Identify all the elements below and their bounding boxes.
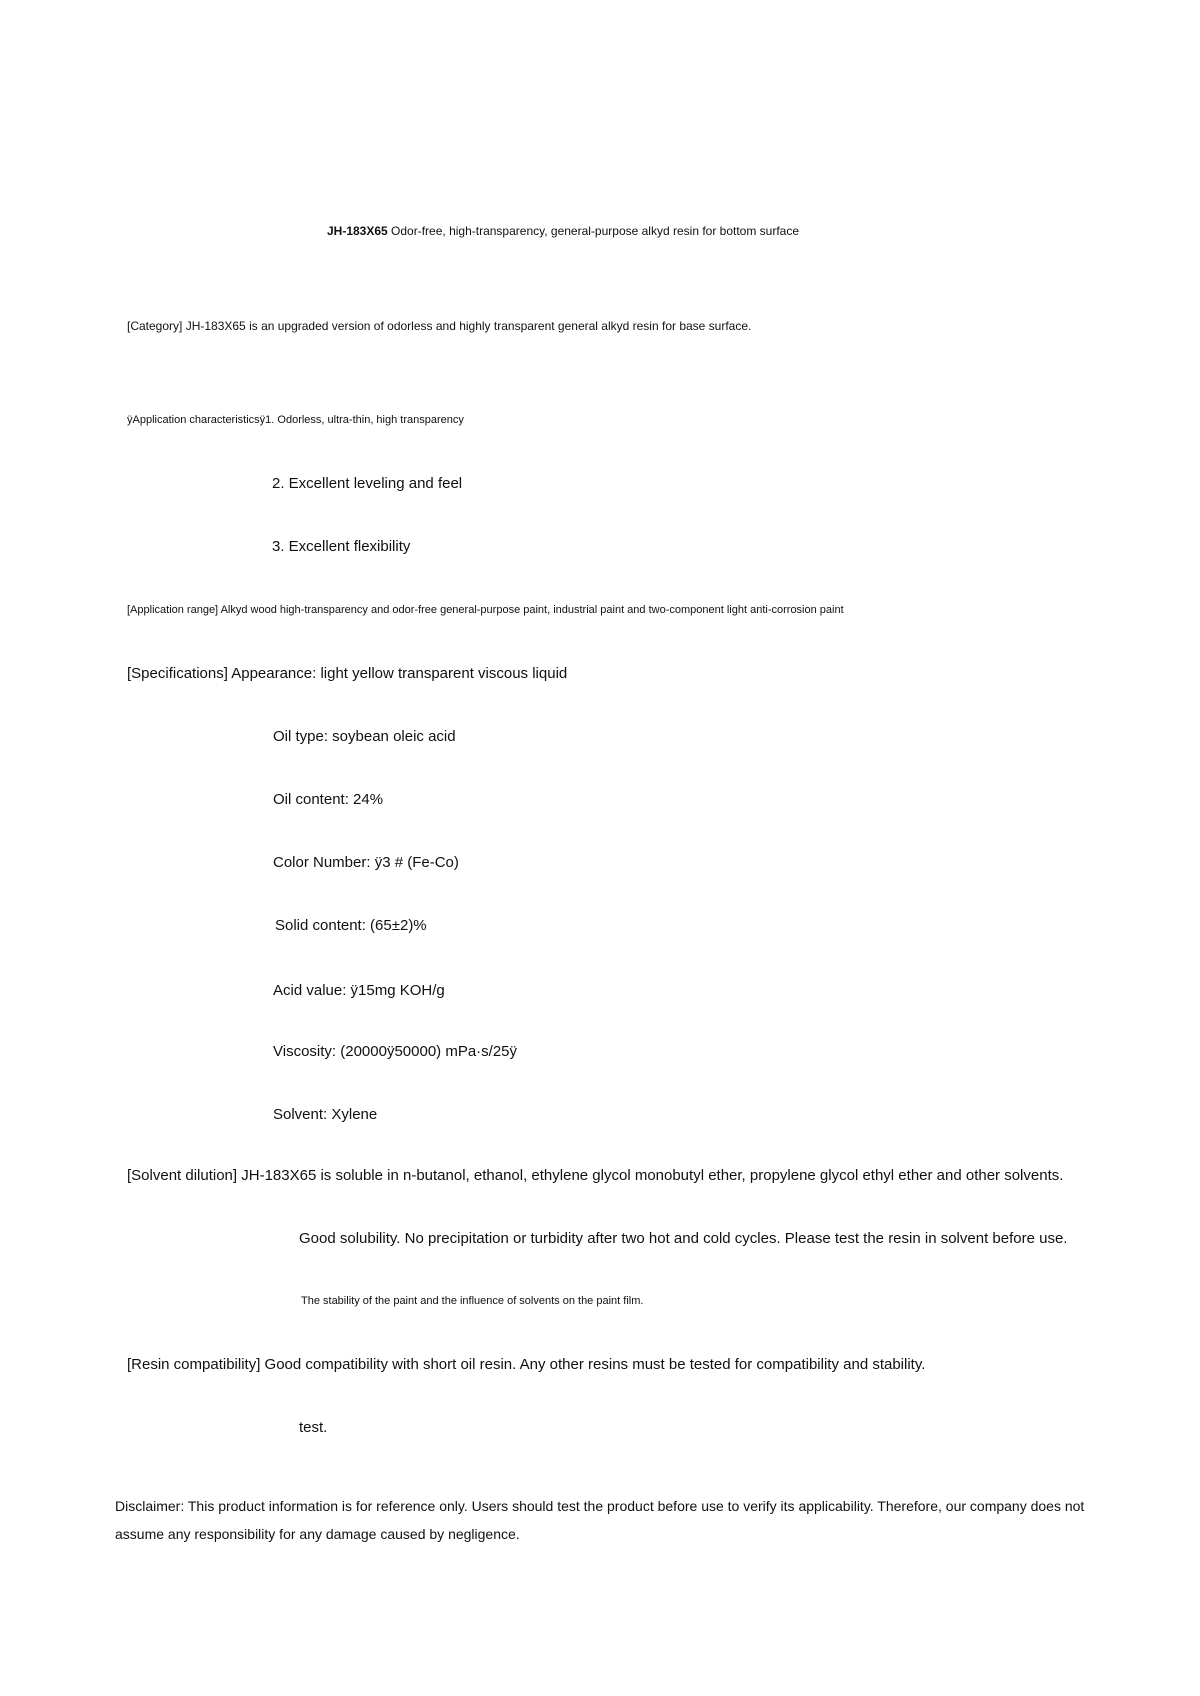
product-code: JH-183X65 — [327, 224, 388, 238]
solvent-dilution-line2: Good solubility. No precipitation or turbidity after two hot and cold cycles. Please test the resin in solvent before use. — [299, 1230, 1068, 1247]
resin-compatibility-line1: [Resin compatibility] Good compatibility with short oil resin. Any other resins must be tested for compatibility and stability. — [127, 1356, 926, 1373]
document-title — [327, 225, 799, 237]
application-characteristics-line2: 2. Excellent leveling and feel — [272, 475, 463, 492]
application-characteristics-line1: ÿApplication characteristicsÿ1. Odorless, ultra-thin, high transparency — [127, 414, 464, 426]
spec-appearance: [Specifications] Appearance: light yellow transparent viscous liquid — [127, 665, 568, 682]
application-characteristics-line3: 3. Excellent flexibility — [272, 538, 411, 555]
spec-oil-content: Oil content: 24% — [273, 791, 384, 808]
disclaimer-text: Disclaimer: This product information is for reference only. Users should test the product before use to verify its applicability. Therefore, our company does not assume any responsibility for any damage caused by negligence. — [115, 1498, 1085, 1542]
spec-viscosity: Viscosity: (20000ÿ50000) mPa·s/25ÿ — [273, 1043, 518, 1060]
spec-color-number: Color Number: ÿ3 # (Fe-Co) — [273, 854, 459, 871]
resin-compatibility-line2: test. — [299, 1419, 328, 1436]
spec-solvent: Solvent: Xylene — [273, 1106, 378, 1123]
solvent-dilution-line1: [Solvent dilution] JH-183X65 is soluble in n-butanol, ethanol, ethylene glycol monobutyl ether, propylene glycol ethyl ether and other solvents. — [127, 1167, 1064, 1184]
spec-solid-content: Solid content: (65±2)% — [275, 917, 427, 934]
spec-acid-value: Acid value: ÿ15mg KOH/g — [273, 982, 445, 999]
category-text: [Category] JH-183X65 is an upgraded version of odorless and highly transparent general alkyd resin for base surface. — [127, 319, 752, 333]
solvent-dilution-line3: The stability of the paint and the influence of solvents on the paint film. — [301, 1295, 644, 1307]
spec-oil-type: Oil type: soybean oleic acid — [273, 728, 456, 745]
application-range-text: [Application range] Alkyd wood high-transparency and odor-free general-purpose paint, industrial paint and two-component light anti-corrosion paint — [127, 604, 844, 616]
title-description: Odor-free, high-transparency, general-purpose alkyd resin for bottom surface — [387, 224, 800, 238]
